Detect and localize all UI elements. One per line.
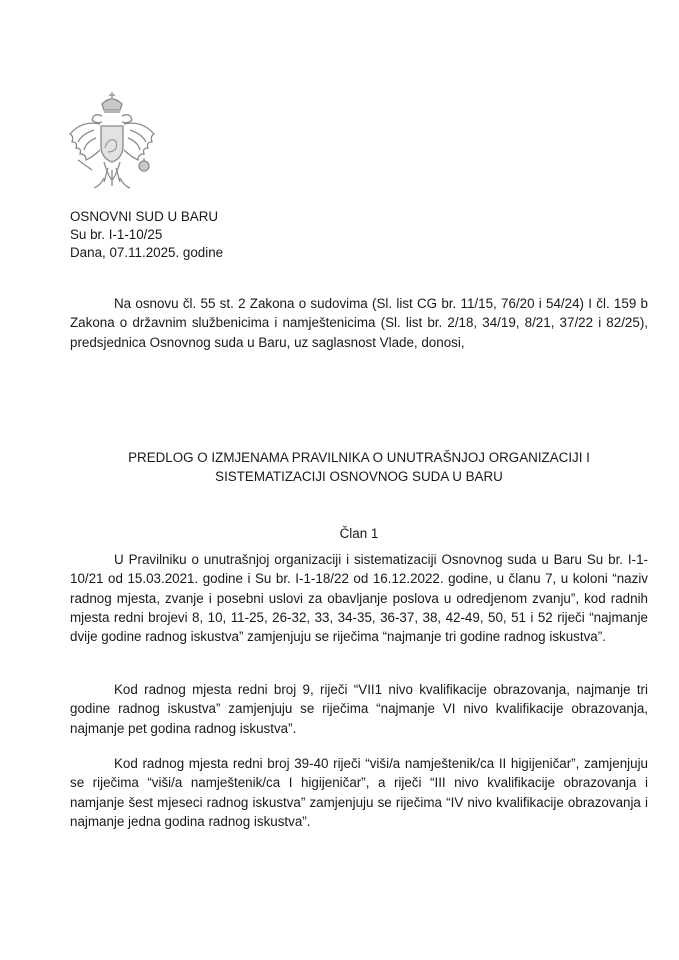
paragraph-text: Kod radnog mjesta redni broj 39-40 riječi “viši/a namještenik/ca II higijeničar”, zamjenjuju se riječima “viši/a namještenik/ca I higijeničar”, a riječi “III nivo kvalifikacije obrazovanja i namjanje šest mjeseci radnog iskustva” zamjenjuju se riječima “IV nivo kvalifikacije obrazovanja i najmanje jedna godina radnog iskustva”. (70, 756, 648, 829)
body-paragraph (70, 680, 648, 738)
intro-text: Na osnovu čl. 55 st. 2 Zakona o sudovima (Sl. list CG br. 11/15, 76/20 i 54/24) I čl. 159 b Zakona o državnim službenicima i namještenicima (Sl. list br. 2/18, 34/19, 8/21, 37/22 i 82/25), predsjednica Osnovnog suda u Baru, uz saglasnost Vlade, donosi, (70, 296, 648, 350)
intro-paragraph (70, 294, 648, 352)
court-name: OSNOVNI SUD U BARU (70, 209, 219, 224)
coat-of-arms-emblem (64, 90, 160, 198)
body-paragraph (70, 754, 648, 831)
document-header (70, 208, 223, 262)
paragraph-text: U Pravilniku o unutrašnjoj organizaciji i sistematizaciji Osnovnog suda u Baru Su br. I-1-10/21 od 15.03.2021. godine i Su br. I-1-18/22 od 16.12.2022. godine, u članu 7, u koloni “naziv radnog mjesta, zvanje i posebni uslovi za obavljanje poslova u odredjenom zvanju”, kod radnih mjesta redni brojevi 8, 10, 11-25, 26-32, 33, 34-35, 36-37, 38, 42-49, 50, 51 i 52 riječi “najmanje dvije godine radnog iskustva” zamjenjuju se riječima “najmanje tri godine radnog iskustva”. (70, 552, 648, 645)
title-line-2: SISTEMATIZACIJI OSNOVNOG SUDA U BARU (215, 468, 503, 484)
document-title (70, 449, 648, 486)
case-number: Su br. I-1-10/25 (70, 227, 163, 242)
body-paragraph (70, 550, 648, 646)
paragraph-text: Kod radnog mjesta redni broj 9, riječi “VII1 nivo kvalifikacije obrazovanja, najmanje tri godine radnog iskustva” zamjenjuju se riječima “najmanje VI nivo kvalifikacije obrazovanja, najmanje pet godina radnog iskustva”. (70, 682, 648, 736)
title-line-1: PREDLOG O IZMJENAMA PRAVILNIKA O UNUTRAŠNJOJ ORGANIZACIJI I (128, 450, 590, 465)
article-heading: Član 1 (339, 526, 379, 541)
document-date: Dana, 07.11.2025. godine (70, 245, 224, 260)
